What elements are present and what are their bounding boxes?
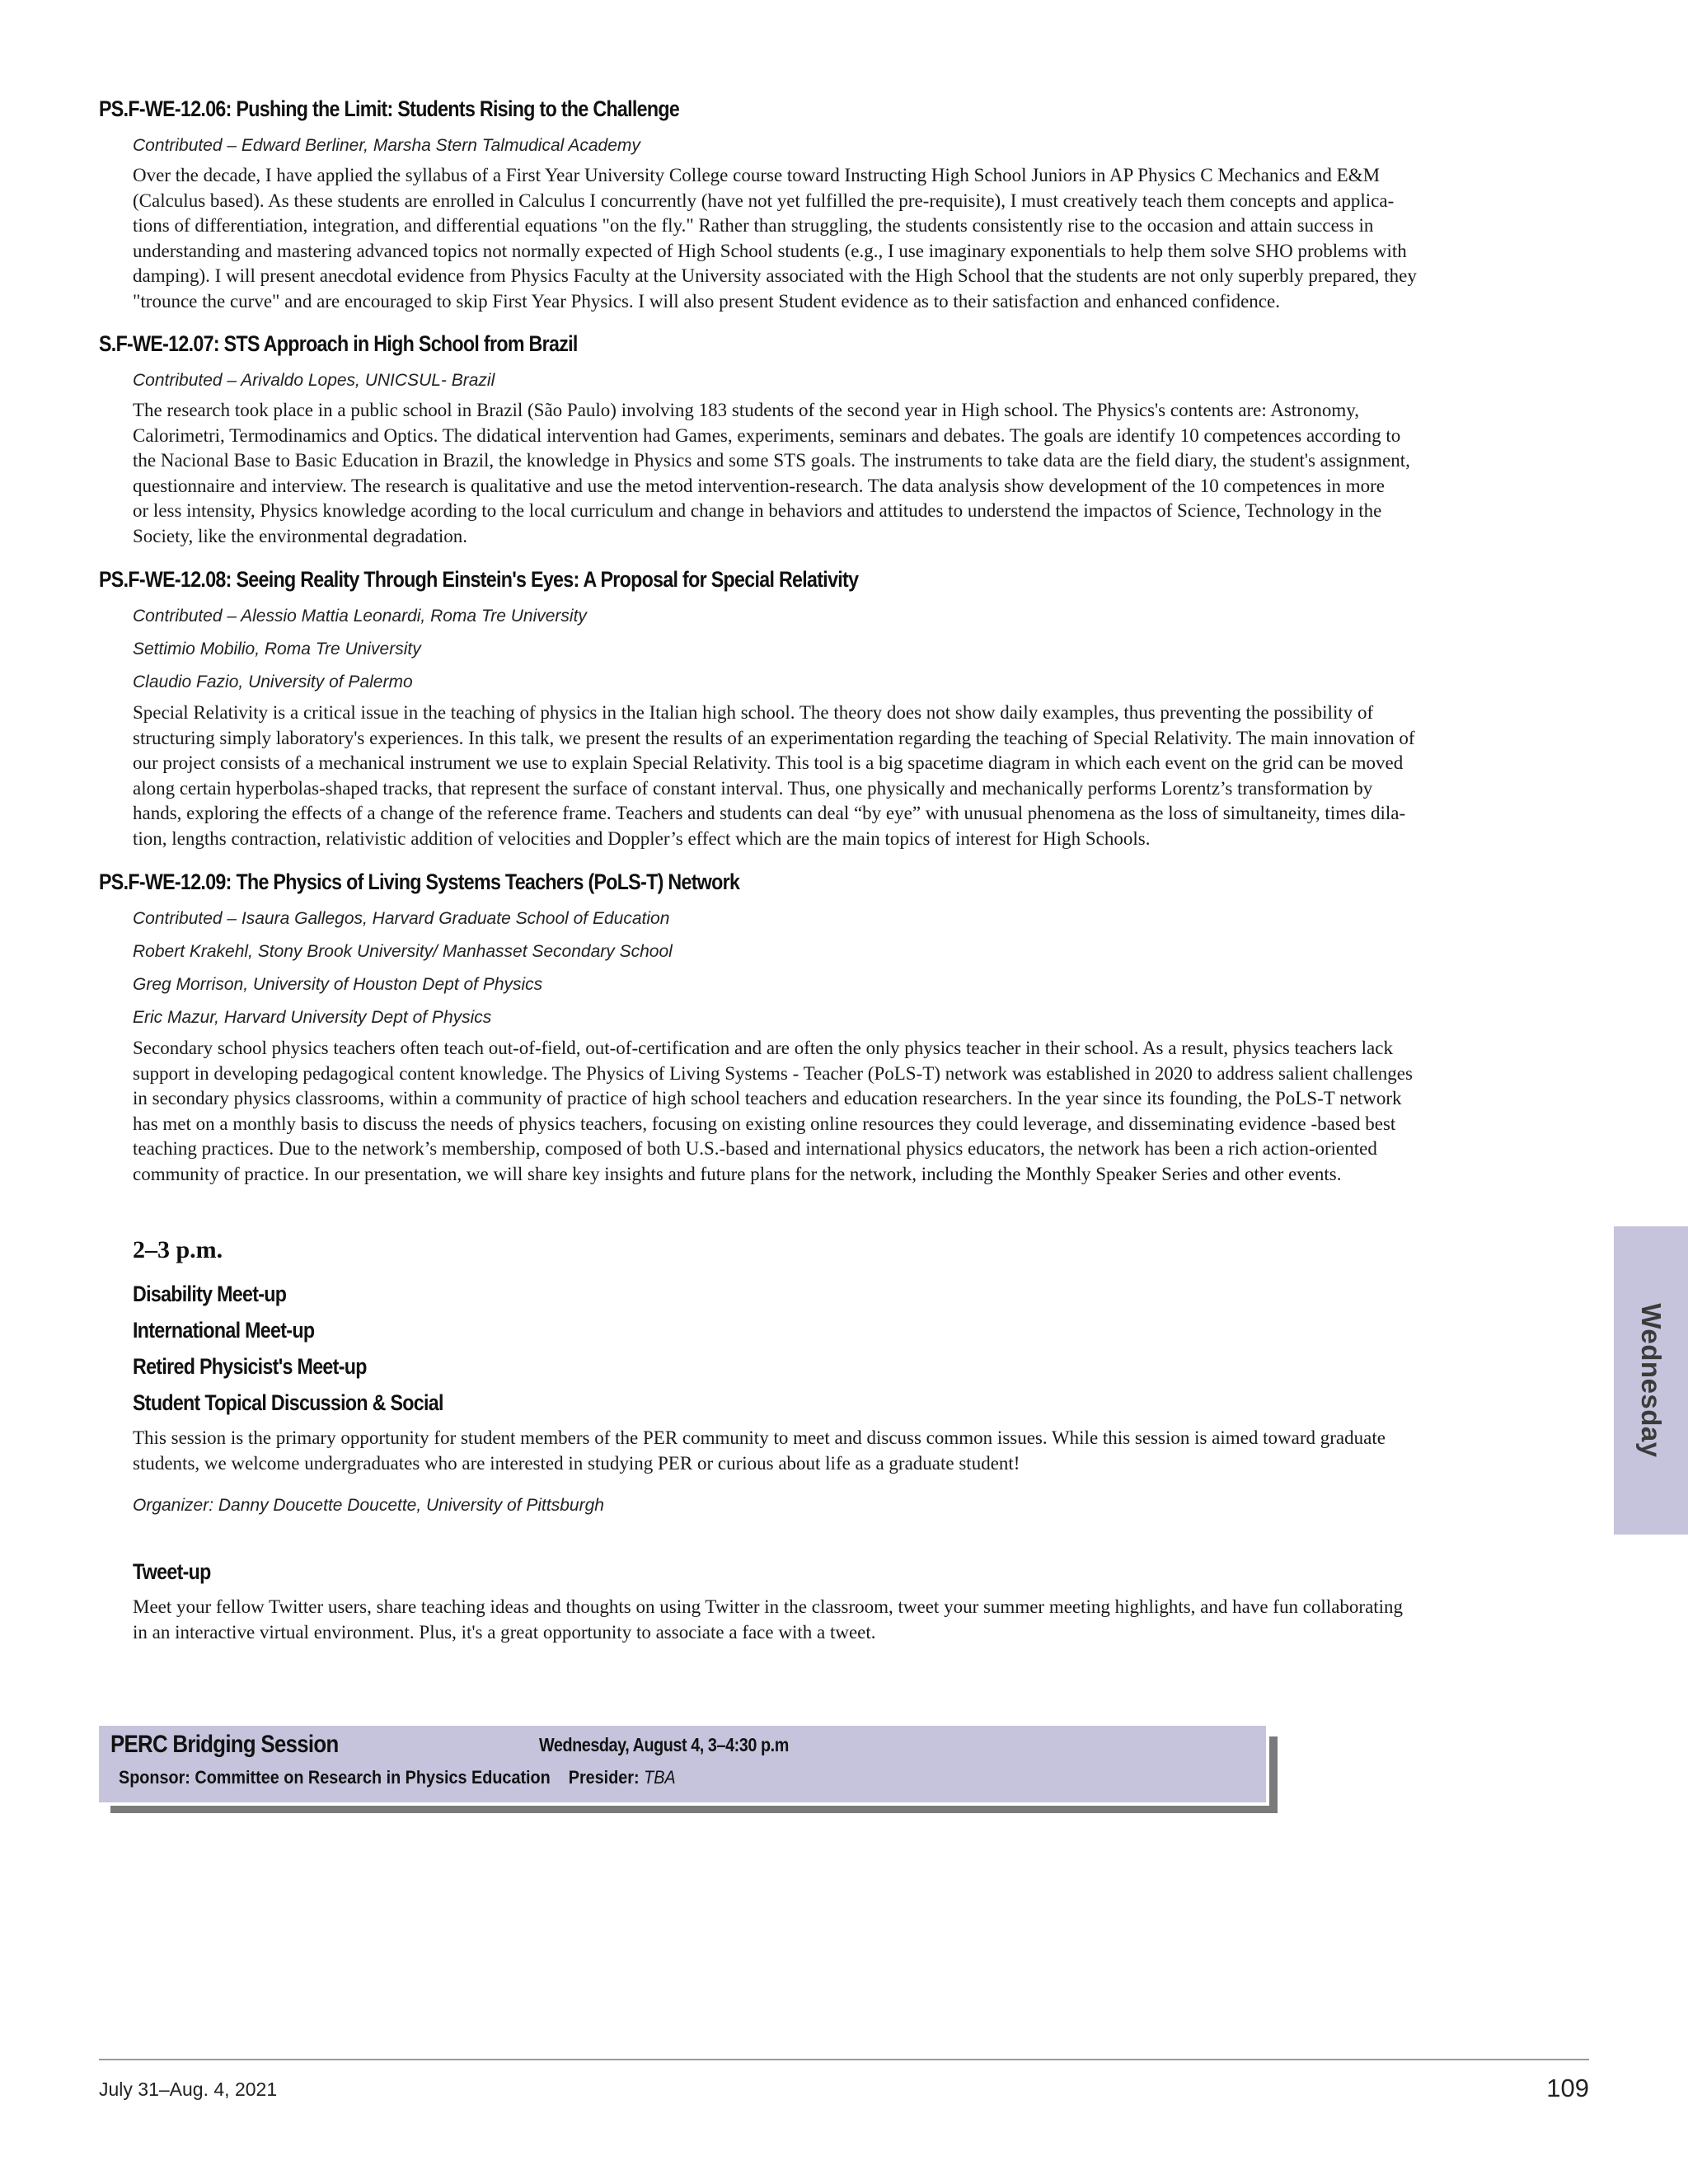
banner-title: PERC Bridging Session xyxy=(110,1731,339,1758)
abstract-author: Settimio Mobilio, Roma Tre University xyxy=(133,640,421,658)
presider-name: TBA xyxy=(644,1767,676,1788)
body-line: in secondary physics classrooms, within a community of practice of high school teachers and education researchers. In the year since its founding, the PoLS-T network xyxy=(133,1088,1402,1109)
tweetup-body xyxy=(133,1595,1403,1645)
body-line: along certain hyperbolas-shaped tracks, that represent the surface of constant interval. Thus, one physically and mechanically performs Lorentz’s transformation by xyxy=(133,777,1373,799)
session-time: 2–3 p.m. xyxy=(133,1236,223,1263)
body-line: Meet your fellow Twitter users, share teaching ideas and thoughts on using Twitter in the classroom, tweet your summer meeting highlights, and have fun collaborating xyxy=(133,1596,1404,1617)
footer-rule xyxy=(99,2059,1589,2060)
abstract-author: Robert Krakehl, Stony Brook University/ Manhasset Secondary School xyxy=(133,942,673,961)
day-label: Wednesday xyxy=(1636,1303,1667,1458)
body-line: Over the decade, I have applied the syllabus of a First Year University College course toward Instructing High School Juniors in AP Physics C Mechanics and E&M xyxy=(133,165,1381,185)
body-line: community of practice. In our presentation, we will share key insights and future plans for the network, including the Monthly Speaker Series and other events. xyxy=(133,1163,1342,1184)
abstract-body xyxy=(133,398,1410,550)
body-line: teaching practices. Due to the network’s membership, composed of both U.S.-based and international physics educators, the network has been a rich action-oriented xyxy=(133,1138,1377,1160)
abstract-author: Greg Morrison, University of Houston Dept of Physics xyxy=(133,975,543,994)
abstract-title: PS.F-WE-12.08: Seeing Reality Through Einstein's Eyes: A Proposal for Special Relativity xyxy=(99,567,859,592)
body-line: questionnaire and interview. The research is qualitative and use the metod intervention-research. The data analysis show development of the 10 competences in more xyxy=(133,475,1385,496)
body-line: has met on a monthly basis to discuss the needs of physics teachers, focusing on existing online resources they could leverage, and disseminating evidence -based best xyxy=(133,1113,1396,1134)
abstract-author: Claudio Fazio, University of Palermo xyxy=(133,673,413,691)
body-line: tions of differentiation, integration, and differential equations "on the fly." Rather than struggling, the students consistently rise to the occasion and attain success in xyxy=(133,215,1374,237)
body-line: "trounce the curve" and are encouraged to skip First Year Physics. I will also present Student evidence as to their satisfaction and enhanced confidence. xyxy=(133,290,1280,312)
abstract-author: Contributed – Edward Berliner, Marsha Stern Talmudical Academy xyxy=(133,136,640,155)
body-line: Calorimetri, Termodinamics and Optics. The didatical intervention had Games, experiments, seminars and debates. The goals are identify 10 competences according to xyxy=(133,424,1401,446)
body-line: in an interactive virtual environment. Plus, it's a great opportunity to associate a face with a tweet. xyxy=(133,1621,876,1643)
abstract-title: S.F-WE-12.07: STS Approach in High School from Brazil xyxy=(99,331,578,356)
page-number: 109 xyxy=(1546,2074,1589,2102)
presider-label: Presider: xyxy=(568,1767,640,1788)
abstract-author: Contributed – Isaura Gallegos, Harvard Graduate School of Education xyxy=(133,909,670,928)
meetup-title: Disability Meet-up xyxy=(133,1282,287,1306)
abstract-body xyxy=(133,1036,1413,1188)
abstract-body xyxy=(133,163,1417,315)
body-line: damping). I will present anecdotal evidence from Physics Faculty at the University associated with the High School that the students are not only superbly prepared, they xyxy=(133,265,1417,287)
abstract-body xyxy=(133,701,1415,852)
sponsor-name: Committee on Research in Physics Education xyxy=(195,1767,551,1788)
body-line: or less intensity, Physics knowledge acording to the local curriculum and change in behaviors and attitudes to understend the impactos of Science, Technology in the xyxy=(133,500,1382,522)
body-line: tion, lengths contraction, relativistic addition of velocities and Doppler’s effect which are the main topics of interest for High Schools. xyxy=(133,827,1151,849)
body-line: understanding and mastering advanced topics not normally expected of High School students (e.g., I use imaginary exponentials to help them solve SHO problems with xyxy=(133,240,1407,261)
session-banner xyxy=(99,1726,1269,1806)
body-line: our project consists of a mechanical instrument we use to explain Special Relativity. This tool is a big spacetime diagram in which each event on the grid can be moved xyxy=(133,752,1404,774)
meetup-title: Retired Physicist's Meet-up xyxy=(133,1354,367,1379)
body-line: Secondary school physics teachers often teach out-of-field, out-of-certification and are often the only physics teacher in their school. As a result, physics teachers lack xyxy=(133,1038,1393,1058)
day-side-tab xyxy=(1614,1226,1688,1535)
body-line: students, we welcome undergraduates who are interested in studying PER or curious about life as a graduate student! xyxy=(133,1452,1020,1474)
meetup-title: International Meet-up xyxy=(133,1318,315,1343)
meetup-title: Student Topical Discussion & Social xyxy=(133,1390,443,1415)
abstract-author: Eric Mazur, Harvard University Dept of Physics xyxy=(133,1008,492,1027)
body-line: the Nacional Base to Basic Education in Brazil, the knowledge in Physics and some STS goals. The instruments to take data are the field diary, the student's assignment, xyxy=(133,450,1410,471)
abstract-author: Contributed – Arivaldo Lopes, UNICSUL- Brazil xyxy=(133,371,495,390)
abstract-title: PS.F-WE-12.06: Pushing the Limit: Students Rising to the Challenge xyxy=(99,96,680,121)
abstract-author: Contributed – Alessio Mattia Leonardi, Roma Tre University xyxy=(133,607,587,626)
student-session-body xyxy=(133,1426,1386,1476)
body-line: This session is the primary opportunity for student members of the PER community to meet and discuss common issues. While this session is aimed toward graduate xyxy=(133,1427,1386,1448)
footer-dates: July 31–Aug. 4, 2021 xyxy=(99,2079,278,2100)
body-line: (Calculus based). As these students are enrolled in Calculus I concurrently (have not yet fulfilled the pre-requisite), I must creatively teach them concepts and applica- xyxy=(133,190,1395,211)
abstract-title: PS.F-WE-12.09: The Physics of Living Systems Teachers (PoLS-T) Network xyxy=(99,869,740,894)
body-line: Special Relativity is a critical issue in the teaching of physics in the Italian high school. The theory does not show daily examples, thus preventing the possibility of xyxy=(133,702,1374,723)
banner-date: Wednesday, August 4, 3–4:30 p.m xyxy=(539,1734,789,1755)
body-line: hands, exploring the effects of a change of the reference frame. Teachers and students can deal “by eye” with unusual phenomena as the loss of simultaneity, times dila- xyxy=(133,803,1406,824)
sponsor-label: Sponsor: xyxy=(119,1767,190,1788)
organizer: Organizer: Danny Doucette Doucette, University of Pittsburgh xyxy=(133,1496,604,1515)
banner-sponsor-line xyxy=(119,1767,676,1788)
body-line: structuring simply laboratory's experiences. In this talk, we present the results of an experimentation regarding the teaching of Special Relativity. The main innovation of xyxy=(133,727,1415,748)
body-line: Society, like the environmental degradation. xyxy=(133,525,467,546)
body-line: The research took place in a public school in Brazil (São Paulo) involving 183 students of the second year in High school. The Physics's contents are: Astronomy, xyxy=(133,400,1359,420)
body-line: support in developing pedagogical content knowledge. The Physics of Living Systems - Teacher (PoLS-T) network was established in 2020 to address salient challenges xyxy=(133,1062,1413,1084)
tweetup-title: Tweet-up xyxy=(133,1559,211,1584)
